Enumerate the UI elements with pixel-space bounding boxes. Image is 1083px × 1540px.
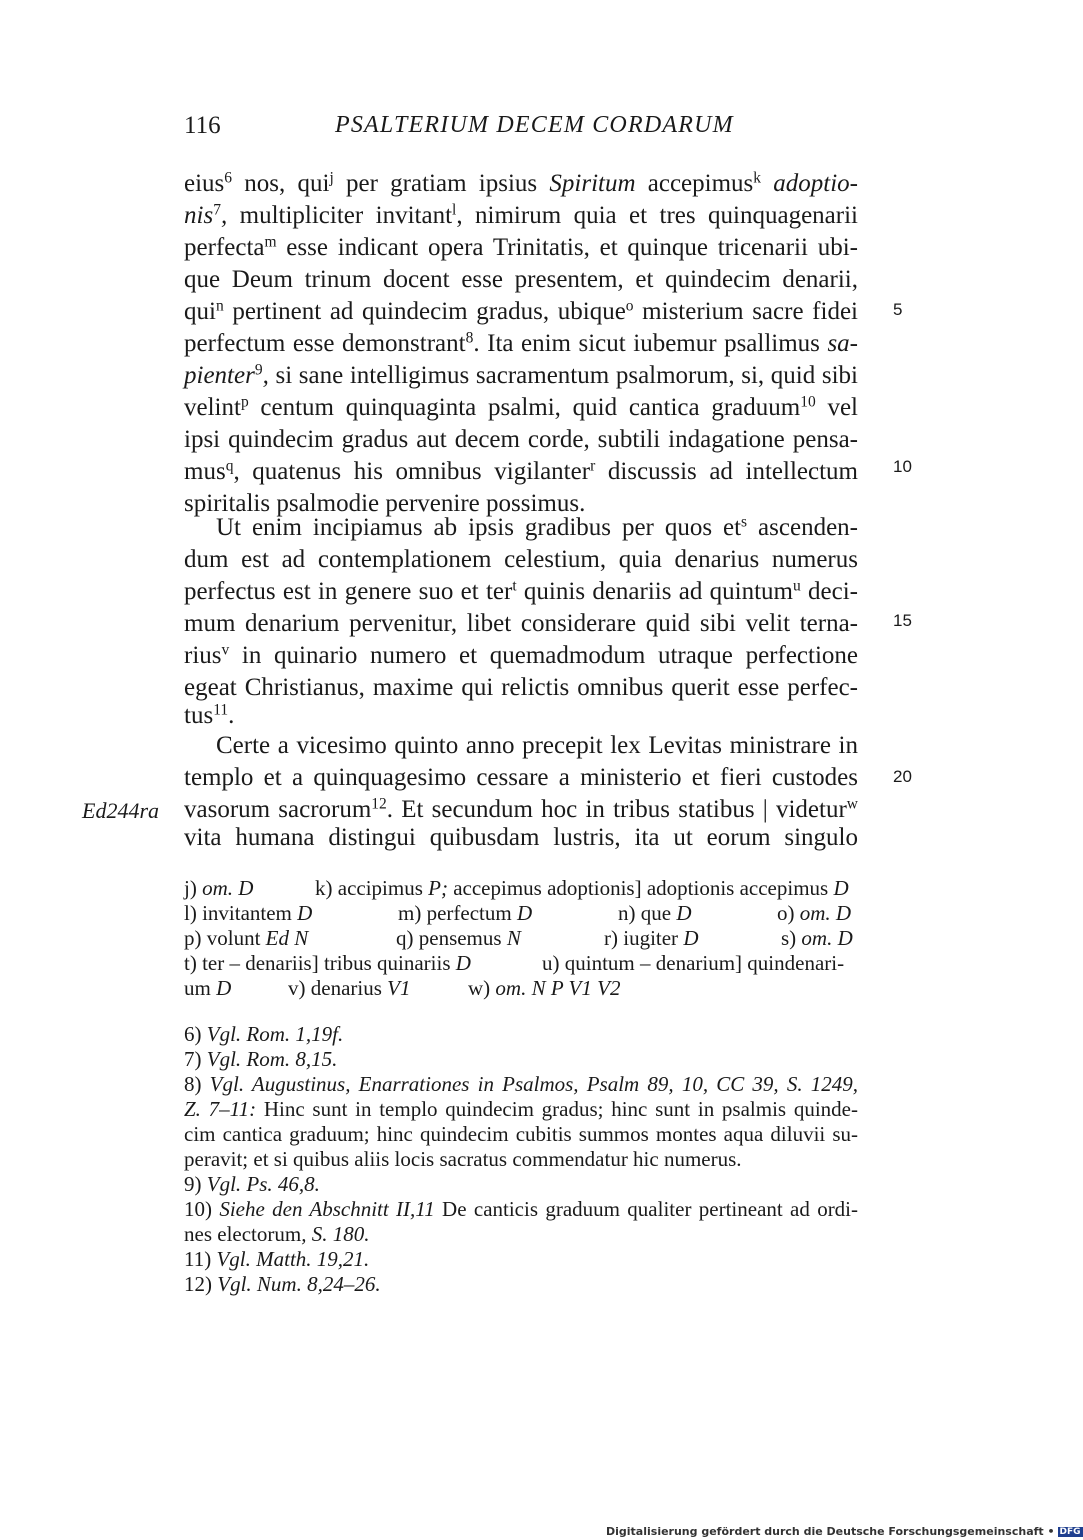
text-line: egeat Christianus, maxime qui relictis omnibus querit esse perfec-	[184, 674, 858, 701]
footnote: 6) Vgl. Rom. 1,19f.	[184, 1022, 344, 1046]
text-line: Certe a vicesimo quinto anno precepit lex Levitas ministrare in	[216, 732, 858, 759]
text-line: vasorum sacrorum$^{12}$. Et secundum hoc in tribus statibus | videtur$^w$	[184, 795, 858, 823]
apparatus-line: p) volunt Ed N q) pensemus N r) iugiter D s) om. D	[184, 926, 853, 950]
apparatus-line: j) om. D k) accipimus P; accepimus adoptionis] adoptionis accepimus D	[184, 876, 849, 900]
line-number: 20	[893, 767, 912, 786]
footnote: 8) Vgl. Augustinus, Enarrationes in Psalmos, Psalm 89, 10, CC 39, S. 1249,	[184, 1072, 858, 1096]
footnote: Z. 7–11: Hinc sunt in templo quindecim gradus; hinc sunt in psalmis quinde-	[184, 1097, 858, 1121]
text-line: spiritalis psalmodie pervenire possimus.	[184, 490, 586, 517]
text-line: dum est ad contemplationem celestium, quia denarius numerus	[184, 546, 858, 573]
text-line: mum denarium pervenitur, libet considerare quid sibi velit terna-	[184, 610, 858, 637]
text-line: qui$^n$ pertinent ad quindecim gradus, ubique$^o$ misterium sacre fidei	[184, 297, 858, 325]
footnote: 7) Vgl. Rom. 8,15.	[184, 1047, 338, 1071]
footnote: cim cantica graduum; hinc quindecim cubitis summos montes aqua diluvii su-	[184, 1122, 858, 1146]
digitization-credit	[606, 1525, 1083, 1538]
text-line: perfectum esse demonstrant$^8$. Ita enim sicut iubemur psallimus sa-	[184, 329, 858, 357]
text-line: ipsi quindecim gradus aut decem corde, subtili indagatione pensa-	[184, 426, 858, 453]
text-line: templo et a quinquagesimo cessare a ministerio et fieri custodes	[184, 764, 858, 791]
dfg-logo: DFG	[1059, 1527, 1081, 1537]
text-line: perfectus est in genere suo et ter$^t$ quinis denariis ad quintum$^u$ deci-	[184, 577, 859, 605]
running-title: PSALTERIUM DECEM CORDARUM	[335, 112, 734, 138]
text-line: perfecta$^m$ esse indicant opera Trinitatis, et quinque tricenarii ubi-	[184, 233, 858, 261]
text-line: rius$^v$ in quinario numero et quemadmodum utraque perfectione	[184, 641, 858, 669]
footnote: 11) Vgl. Matth. 19,21.	[184, 1247, 370, 1271]
margin-reference: Ed244ra	[82, 798, 159, 823]
text-line: pienter$^9$, si sane intelligimus sacramentum psalmorum, si, quid sibi	[184, 361, 858, 389]
footnote: nes electorum, S. 180.	[184, 1222, 370, 1246]
footnote: 9) Vgl. Ps. 46,8.	[184, 1172, 320, 1196]
footnote: 10) Siehe den Abschnitt II,11 De canticis graduum qualiter pertineant ad ordi-	[184, 1197, 859, 1221]
text-line: tus$^{11}$.	[184, 701, 235, 729]
text-line: Ut enim incipiamus ab ipsis gradibus per quos $et^s$ ascenden-	[216, 513, 858, 541]
text-line: que Deum trinum docent esse presentem, et quindecim denarii,	[184, 266, 858, 293]
text-line: vita humana distingui quibusdam lustris, ita ut eorum singulo	[184, 824, 858, 851]
text-line: mus$^q$, quatenus his omnibus vigilanter$^r$ discussis ad intellectum	[184, 457, 858, 485]
apparatus-line: l) invitantem D m) perfectum D n) que D o) om. D	[184, 901, 852, 925]
line-number: 10	[893, 457, 912, 476]
line-number: 15	[893, 611, 912, 630]
apparatus-line: t) ter – denariis] tribus quinariis D u) quintum – denarium] quindenari-	[184, 951, 845, 975]
footnote: peravit; et si quibus aliis locis sacratus commendatur hic numerus.	[184, 1147, 742, 1171]
footer-text: Digitalisierung gefördert durch die Deutsche Forschungsgemeinschaft •	[606, 1525, 1055, 1538]
text-line: velint$^p$ centum quinquaginta psalmi, quid cantica graduum$^{10}$ vel	[184, 393, 858, 421]
text-line: eius$^6$ nos, qui$^j$ per gratiam ipsius Spiritum accepimus$^k$ adoptio-	[184, 169, 858, 197]
line-number: 5	[893, 300, 903, 319]
footnote: 12) Vgl. Num. 8,24–26.	[184, 1272, 381, 1296]
apparatus-line: um D v) denarius V1 w) om. N P V1 V2	[184, 976, 621, 1000]
text-line: nis$^7$, multipliciter invitant$^l$, nimirum quia et tres quinquagenarii	[184, 201, 858, 229]
page-number: 116	[184, 112, 221, 139]
